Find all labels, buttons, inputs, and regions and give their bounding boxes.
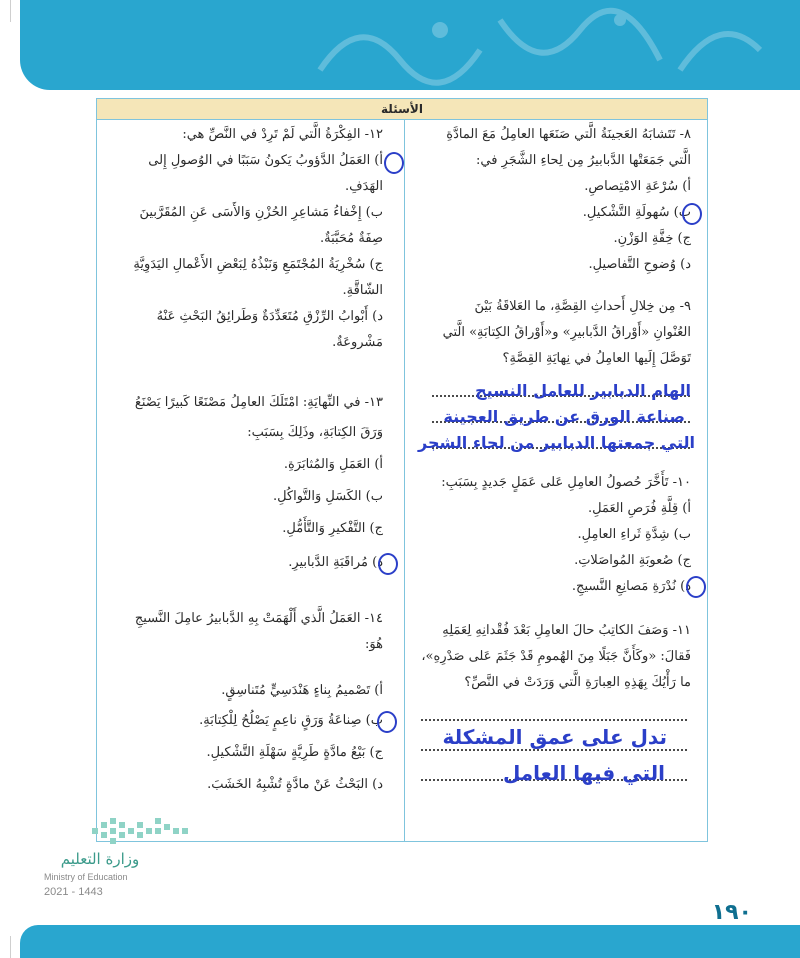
q12-option-d[interactable]: د) أَبْوابُ الرِّزْقِ مُتَعَدِّدَةٌ وَطَرائِقُ البَحْثِ عَنْهُ [156, 309, 383, 324]
ministry-logo [40, 814, 200, 904]
q8-option-c[interactable]: ج) خِفَّةِ الوَزْنِ. [613, 231, 691, 246]
q12-option-d-cont: مَشْروعَةٌ. [332, 335, 383, 350]
q11-stem-cont: فَقالَ: «وكَأَنَّ جَبَلًا مِنَ الهُمومِ قَدْ جَثَمَ عَلى صَدْرِهِ»، [421, 649, 691, 664]
answer-circle-mark [377, 711, 397, 733]
q10-stem: ١٠- تَأَخَّرَ حُصولُ العامِلِ عَلى عَمَلٍ جَديدٍ بِسَبَبِ: [441, 475, 691, 490]
q12-option-c[interactable]: ج) سُخْرِيَةُ المُجْتَمَعِ وَنَبْذُهُ لِبَعْضِ الأَعْمالِ اليَدَوِيَّةِ [133, 257, 383, 272]
q9-handwritten-answer: التي جمعتها الدبابير من لحاء الشجر [418, 433, 695, 452]
q9-stem: ٩- مِن خِلالِ أَحداثِ القِصَّةِ، ما العَلاقَةُ بَيْنَ [474, 299, 691, 314]
q10-option-d[interactable]: د) نُدْرَةِ مَصانِعِ النَّسيجِ. [571, 579, 691, 594]
crop-mark [10, 936, 11, 958]
q10-option-c[interactable]: ج) صُعوبَةِ المُواصَلاتِ. [574, 553, 691, 568]
column-divider [404, 119, 405, 841]
answer-dotted-line [421, 719, 687, 721]
q13-option-a[interactable]: أ) العَمَلِ وَالمُثابَرَةِ. [283, 457, 383, 472]
q9-stem-cont: تَوَصَّلَ إِلَيها العامِلُ في نِهايَةِ القِصَّةِ؟ [502, 351, 691, 366]
q12-option-c-cont: الشّاقَّةِ. [342, 283, 383, 298]
q13-stem: ١٣- في النِّهايَةِ: امْتَلَكَ العامِلُ مَصْنَعًا كَبيرًا يَصْنَعُ [134, 395, 383, 410]
q14-stem-cont: هُوَ: [365, 637, 383, 652]
q12-option-b[interactable]: ب) إِخْفاءُ مَشاعِرِ الحُزْنِ وَالأَسَى عَنِ المُقَرَّبينَ [139, 205, 383, 220]
q12-stem: ١٢- الفِكْرَةُ الَّتي لَمْ تَرِدْ في النَّصِّ هي: [182, 127, 383, 142]
q11-handwritten-answer: التي فيها العامل [502, 761, 665, 785]
q14-option-a[interactable]: أ) تَصْميمُ بِناءٍ هَنْدَسِيٍّ مُتَناسِقٍ. [221, 683, 383, 698]
q11-handwritten-answer: تدل على عمق المشكلة [442, 725, 667, 749]
q8-option-b[interactable]: ب) سُهولَةِ التَّشْكيلِ. [582, 205, 691, 220]
q9-handwritten-answer: صناعة الورق عن طريق العجينة [443, 407, 685, 426]
q8-option-a[interactable]: أ) سُرْعَةِ الامْتِصاصِ. [584, 179, 691, 194]
q14-option-d[interactable]: د) البَحْثُ عَنْ مادَّةٍ تُشْبِهُ الخَشَبَ. [207, 777, 383, 792]
q13-option-d[interactable]: د) مُراقَبَةِ الدَّبابيرِ. [288, 555, 383, 570]
calligraphy-pattern-icon [300, 0, 800, 90]
answer-circle-mark [686, 576, 706, 598]
q12-option-b-cont: صِفَةٌ مُحَبَّبَةٌ. [319, 231, 383, 246]
q10-option-b[interactable]: ب) شِدَّةِ ثَراءِ العامِلِ. [577, 527, 691, 542]
q14-option-c[interactable]: ج) بَيْعُ مادَّةٍ طَرِيَّةٍ سَهْلَةِ التَّشْكيلِ. [206, 745, 383, 760]
ministry-year: 2021 - 1443 [44, 886, 103, 898]
q10-option-a[interactable]: أ) قِلَّةِ فُرَصِ العَمَلِ. [587, 501, 691, 516]
questions-panel [96, 98, 708, 842]
panel-title: الأسئلة [97, 99, 707, 120]
q8-option-d[interactable]: د) وُضوحِ التَّفاصيلِ. [588, 257, 691, 272]
footer-band [20, 925, 800, 958]
q8-stem-cont: الَّتي جَمَعَتْها الدَّبابيرُ مِن لِحاءِ الشَّجَرِ في: [476, 153, 691, 168]
q13-option-c[interactable]: ج) التَّفْكيرِ وَالتَّأَمُّلِ. [282, 521, 383, 536]
q14-option-b[interactable]: ب) صِناعَةُ وَرَقٍ ناعِمٍ يَصْلُحُ لِلْكِتابَةِ. [199, 713, 383, 728]
answer-circle-mark [378, 553, 398, 575]
q13-option-b[interactable]: ب) الكَسَلِ وَالتَّواكُلِ. [272, 489, 383, 504]
q13-stem-cont: وَرَقَ الكِتابَةِ، وذَلِكَ بِسَبَبِ: [247, 425, 383, 440]
ministry-logo-icon [90, 814, 190, 846]
q9-stem-cont: العُنْوانِ «أَوْراقُ الدَّبابيرِ» و«أَوْراقُ الكِتابَةِ» الَّتي [442, 325, 691, 340]
q14-stem: ١٤- العَمَلُ الَّذي أَلْهَمَتْ بِهِ الدَّبابيرُ عامِلَ النَّسيجِ [134, 611, 383, 626]
answer-circle-mark [682, 203, 702, 225]
answer-dotted-line [421, 749, 687, 751]
q11-stem: ١١- وَصَفَ الكاتِبُ حالَ العامِلِ بَعْدَ فُقْدانِهِ لِعَمَلِهِ [442, 623, 691, 638]
page-number: ١٩٠ [711, 900, 752, 925]
q12-option-a[interactable]: أ) العَمَلُ الدَّؤوبُ يَكونُ سَبَبًا في الوُصولِ إِلى [148, 153, 383, 168]
answer-circle-mark [384, 152, 404, 174]
q11-stem-cont: ما رَأْيُكَ بِهَذِهِ العِبارَةِ الَّتي وَرَدَتْ في النَّصِّ؟ [464, 675, 691, 690]
ministry-name-ar: وزارة التعليم [60, 850, 140, 868]
q9-handwritten-answer: الهام الدبابير للعامل النسيج [475, 381, 691, 400]
ministry-name-en: Ministry of Education [44, 872, 128, 882]
q12-option-a-cont: الهَدَفِ. [345, 179, 383, 194]
q8-stem: ٨- تَتَشابَهُ العَجينَةُ الَّتي صَنَعَها العامِلُ مَعَ المادَّةِ [446, 127, 691, 142]
header-band [20, 0, 800, 90]
crop-mark [10, 0, 11, 22]
